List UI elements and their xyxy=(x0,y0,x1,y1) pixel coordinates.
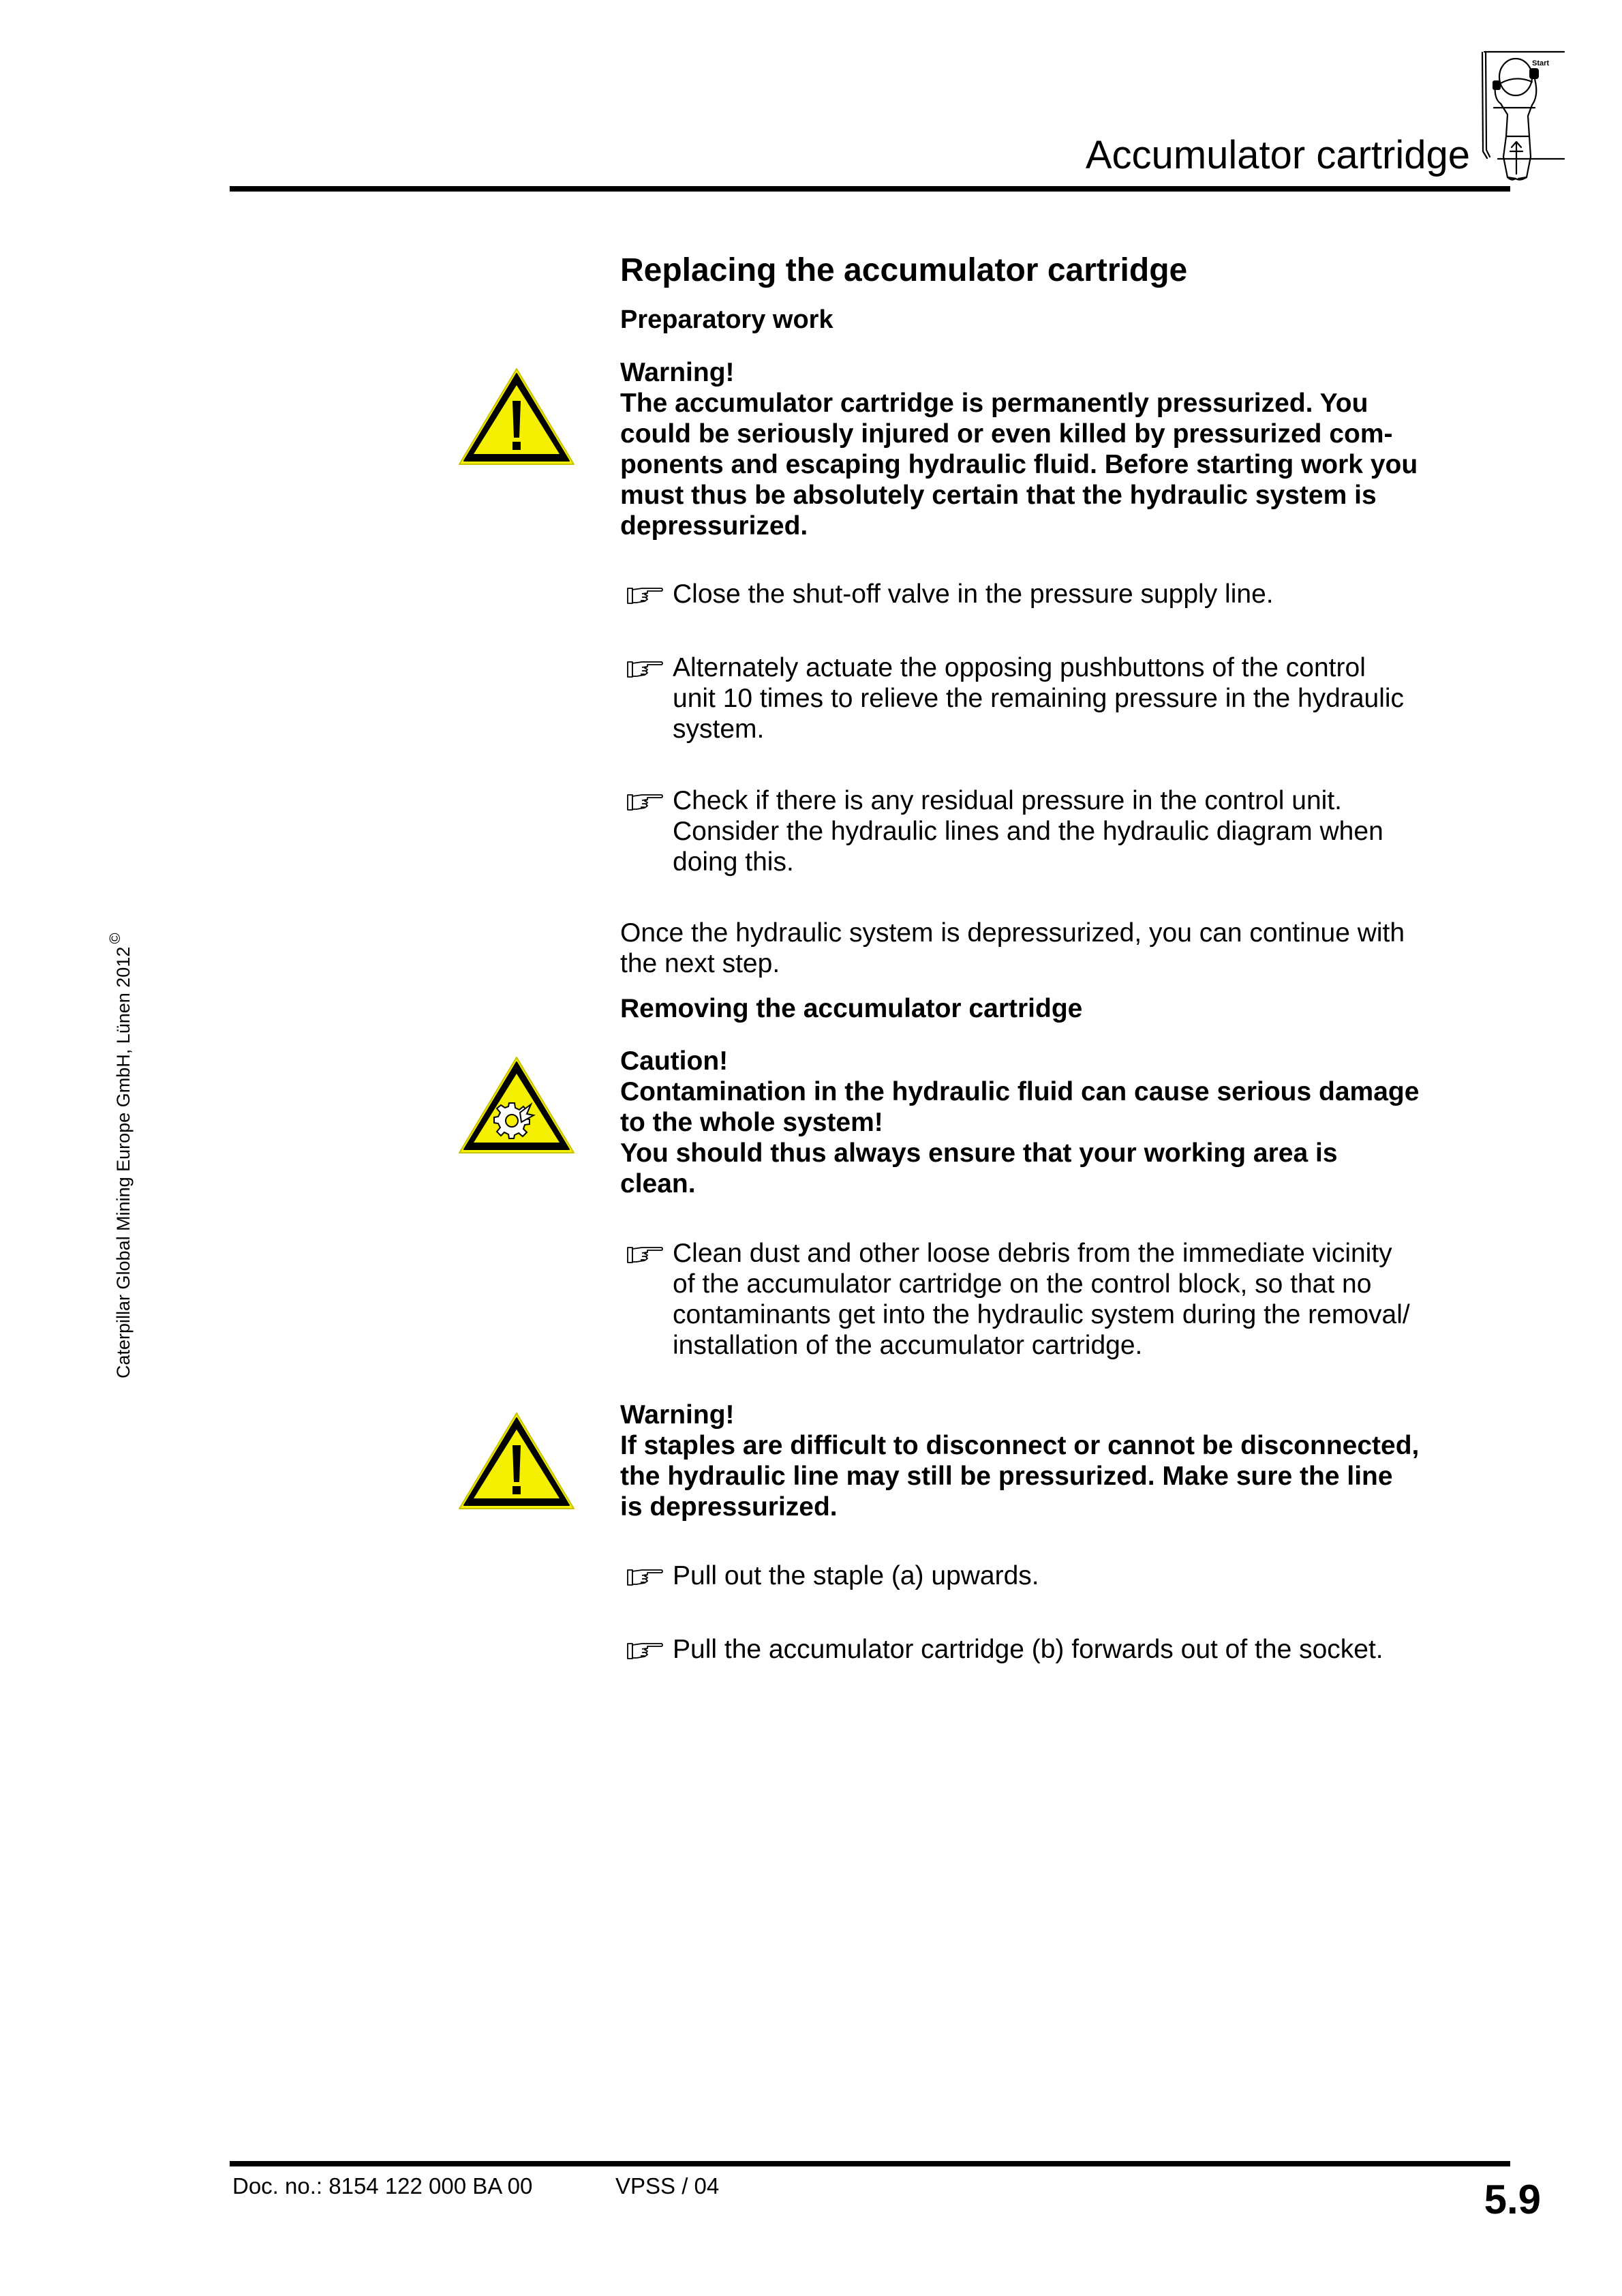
pointing-hand-icon xyxy=(627,791,664,811)
note-text: Once the hydraulic system is depressurized, you can continue with xyxy=(620,918,1405,948)
warning-block-2 xyxy=(620,1400,1419,1522)
caution-text-line: You should thus always ensure that your working area is xyxy=(620,1138,1338,1168)
warning-text-line: the hydraulic line may still be pressurized. Make sure the line xyxy=(620,1462,1393,1491)
document-number: Doc. no.: 8154 122 000 BA 00 xyxy=(232,2173,533,2199)
step-text: Close the shut-off valve in the pressure supply line. xyxy=(673,579,1274,609)
copyright-notice xyxy=(106,933,135,1378)
caution-text-line: clean. xyxy=(620,1169,696,1198)
caution-title: Caution! xyxy=(620,1046,729,1076)
header-rule xyxy=(230,186,1510,192)
step-text: doing this. xyxy=(673,847,794,877)
step-text: Consider the hydraulic lines and the hydraulic diagram when xyxy=(673,817,1383,846)
caution-text-line: Contamination in the hydraulic fluid can cause serious damage xyxy=(620,1077,1420,1106)
note-text: the next step. xyxy=(620,949,780,978)
step-text: contaminants get into the hydraulic system during the removal/ xyxy=(673,1300,1410,1329)
step-text: installation of the accumulator cartridge. xyxy=(673,1331,1143,1360)
step-text: unit 10 times to relieve the remaining pressure in the hydraulic xyxy=(673,684,1405,713)
copyright-symbol: © xyxy=(106,933,123,944)
continue-note xyxy=(620,918,1405,979)
subheading-removing: Removing the accumulator cartridge xyxy=(620,994,1083,1023)
warning-title: Warning! xyxy=(620,358,735,387)
caution-text-line: to the whole system! xyxy=(620,1108,883,1137)
page-header-title: Accumulator cartridge xyxy=(1085,133,1470,177)
warning-exclamation-icon xyxy=(457,367,576,466)
warning-text-line: ponents and escaping hydraulic fluid. Before starting work you xyxy=(620,450,1418,479)
step-text: Pull the accumulator cartridge (b) forwards out of the socket. xyxy=(673,1635,1383,1664)
pointing-hand-icon xyxy=(627,1567,664,1586)
step-text: of the accumulator cartridge on the control block, so that no xyxy=(673,1269,1372,1299)
warning-text-line: could be seriously injured or even killed by pressurized com- xyxy=(620,419,1393,449)
pointing-hand-icon xyxy=(627,1640,664,1659)
copyright-text: Caterpillar Global Mining Europe GmbH, Lünen 2012 xyxy=(113,946,134,1378)
warning-exclamation-icon xyxy=(457,1411,576,1511)
warning-text-line: If staples are difficult to disconnect or cannot be disconnected, xyxy=(620,1431,1420,1460)
document-version: VPSS / 04 xyxy=(615,2173,720,2199)
step-text: Clean dust and other loose debris from the immediate vicinity xyxy=(673,1239,1392,1268)
caution-contamination-icon xyxy=(457,1055,576,1155)
pointing-hand-icon xyxy=(627,1244,664,1263)
section-heading: Replacing the accumulator cartridge xyxy=(620,252,1188,288)
warning-text-line: must thus be absolutely certain that the hydraulic system is xyxy=(620,481,1377,510)
caution-block xyxy=(620,1046,1419,1199)
footer-rule xyxy=(230,2161,1510,2166)
warning-text-line: is depressurized. xyxy=(620,1492,838,1522)
step-text: Alternately actuate the opposing pushbuttons of the control xyxy=(673,653,1366,682)
step-text: system. xyxy=(673,714,765,744)
page-number: 5.9 xyxy=(1484,2177,1541,2222)
subheading-preparatory-work: Preparatory work xyxy=(620,305,833,334)
warning-text-line: depressurized. xyxy=(620,511,808,541)
start-figure-icon xyxy=(1480,48,1569,184)
svg-text:Start: Start xyxy=(1532,59,1550,67)
pointing-hand-icon xyxy=(627,659,664,678)
step-text: Pull out the staple (a) upwards. xyxy=(673,1561,1039,1590)
step-text: Check if there is any residual pressure in the control unit. xyxy=(673,786,1342,815)
warning-title: Warning! xyxy=(620,1400,735,1430)
warning-block-1 xyxy=(620,357,1418,541)
warning-text-line: The accumulator cartridge is permanently pressurized. You xyxy=(620,389,1368,418)
pointing-hand-icon xyxy=(627,585,664,604)
